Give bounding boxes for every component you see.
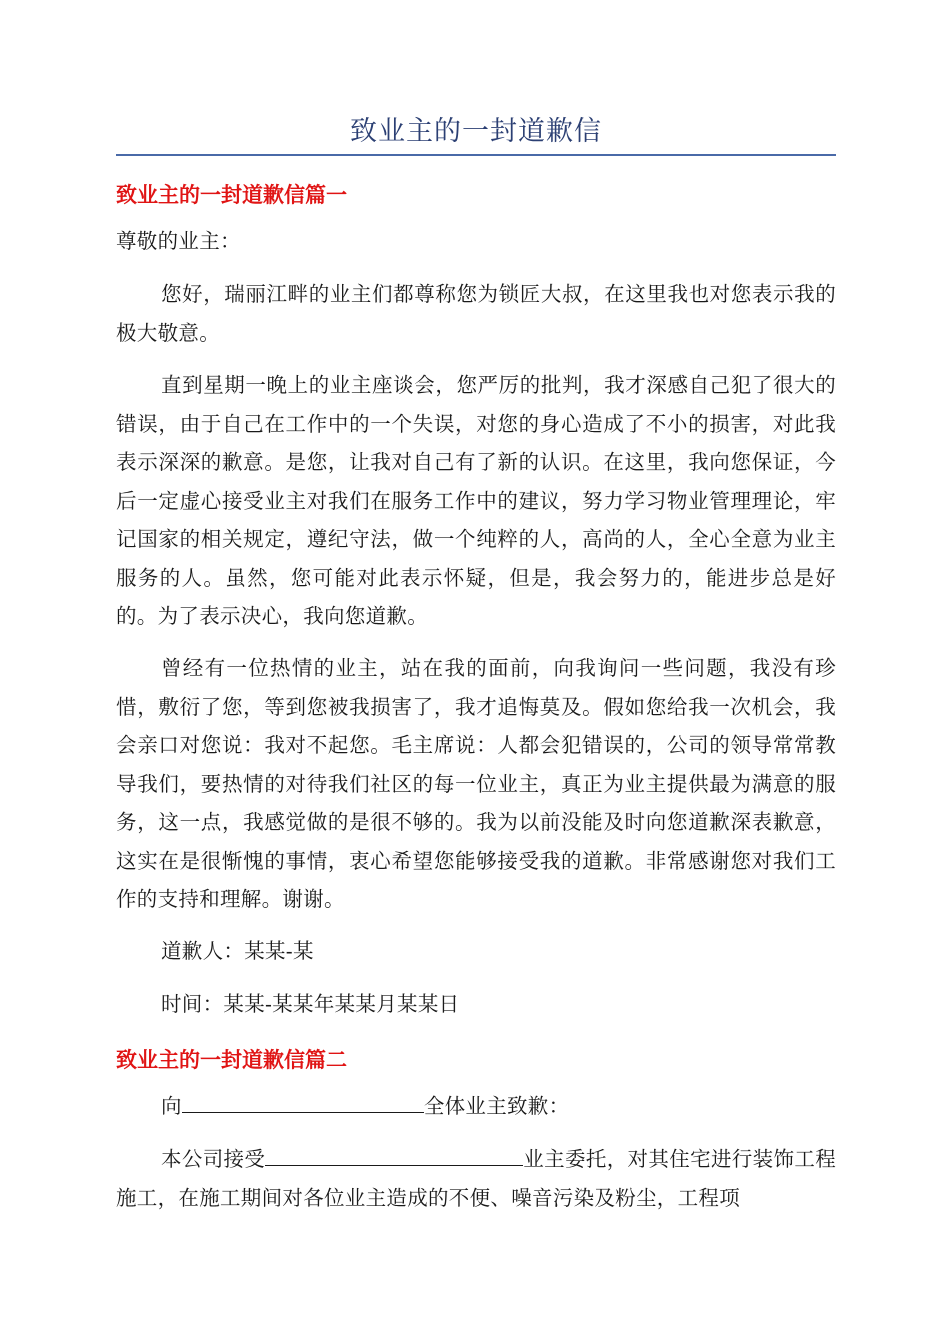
address-line	[116, 1087, 836, 1126]
section-heading-2: 致业主的一封道歉信篇二	[116, 1048, 347, 1072]
paragraph-project	[116, 1140, 836, 1217]
date-line: 时间：某某-某某年某某月某某日	[161, 992, 460, 1016]
title-underline	[116, 154, 836, 156]
blank-field-recipients	[182, 1090, 424, 1113]
address-suffix: 全体业主致歉：	[423, 1094, 570, 1118]
project-prefix: 本公司接受	[161, 1147, 266, 1171]
section-heading-1: 致业主的一封道歉信篇一	[116, 183, 347, 207]
address-prefix: 向	[161, 1094, 182, 1118]
project-text: 业主委托，对其住宅进行装饰工程施工，在施工期间对各位业主造成的不便、噪音污染及粉尘，工程项	[116, 1147, 836, 1210]
blank-field-owner	[265, 1143, 523, 1166]
paragraph-greeting: 您好，瑞丽江畔的业主们都尊称您为锁匠大叔，在这里我也对您表示我的极大敬意。	[116, 282, 836, 345]
signer-line: 道歉人：某某-某	[161, 939, 314, 963]
paragraph-apology: 直到星期一晚上的业主座谈会，您严厉的批判，我才深感自己犯了很大的错误，由于自己在工作中的一个失误，对您的身心造成了不小的损害，对此我表示深深的歉意。是您，让我对自己有了新的认识。在这里，我向您保证，今后一定虚心接受业主对我们在服务工作中的建议，努力学习物业管理理论，牢记国家的相关规定，遵纪守法，做一个纯粹的人，高尚的人，全心全意为业主服务的人。虽然，您可能对此表示怀疑，但是，我会努力的，能进步总是好的。为了表示决心，我向您道歉。	[116, 373, 836, 628]
document-title: 致业主的一封道歉信	[350, 116, 602, 147]
salutation: 尊敬的业主：	[116, 229, 241, 253]
paragraph-regret: 曾经有一位热情的业主，站在我的面前，向我询问一些问题，我没有珍惜，敷衍了您，等到您被我损害了，我才追悔莫及。假如您给我一次机会，我会亲口对您说：我对不起您。毛主席说：人都会犯错误的，公司的领导常常教导我们，要热情的对待我们社区的每一位业主，真正为业主提供最为满意的服务，这一点，我感觉做的是很不够的。我为以前没能及时向您道歉深表歉意，这实在是很惭愧的事情，衷心希望您能够接受我的道歉。非常感谢您对我们工作的支持和理解。谢谢。	[116, 656, 836, 911]
